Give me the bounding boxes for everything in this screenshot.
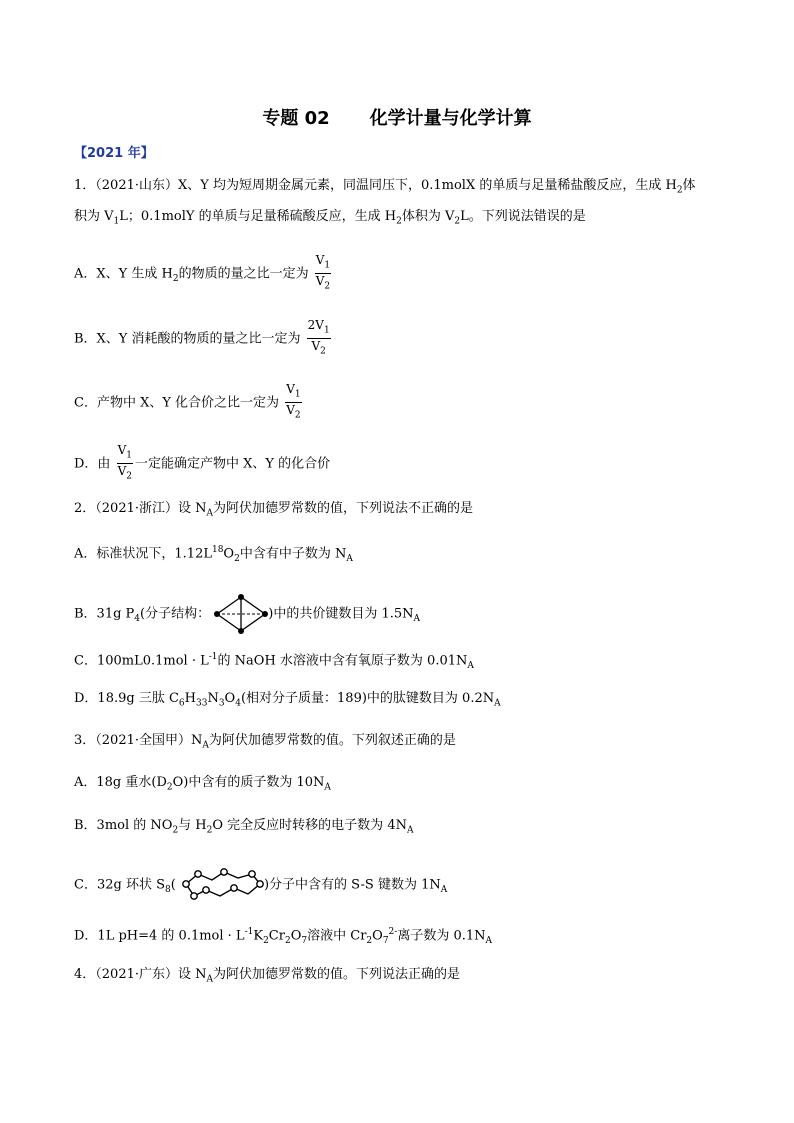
- title-topic-name: 化学计量与化学计算: [369, 108, 532, 129]
- q1-stem-line2: 积为 $V_1L$；0.1molY 的单质与足量稀硫酸反应，生成 $H_2$体积为 $V_2L$。下列说法错误的是: [74, 209, 586, 227]
- q3-option-c: C．32g 环状 $S_8$( )分子中含有的 S-S 键数为 $1N_A$: [74, 868, 447, 902]
- q3-stem: 3．（2021·全国甲）$N_A$为阿伏加德罗常数的值。下列叙述正确的是: [74, 733, 456, 751]
- q3-option-a: A．18g 重水$(D_2O)$中含有的质子数为 $10N_A$: [74, 775, 331, 793]
- fraction: $\frac{V_1}{V_2}$: [286, 382, 301, 421]
- title-topic-number: 专题 02: [262, 108, 330, 129]
- q1-option-c: C．产物中 X、Y 化合价之比一定为 $\frac{V_1}{V_2}$: [74, 382, 304, 424]
- q1-option-a: A．X、Y 生成 $H_2$的物质的量之比一定为 $\frac{V_1}{V_2}$: [74, 253, 333, 295]
- fraction: $\frac{V_1}{V_2}$: [315, 253, 331, 292]
- q1-stem-line1: 1．（2021·山东）X、Y 均为短周期金属元素，同温同压下，0.1molX 的单质与足量稀盐酸反应，生成 $H_2$体: [74, 178, 696, 196]
- page-title: [0, 104, 794, 130]
- q2-option-d: D．18.9g 三肽 $C_6H_{33}N_3O_4$(相对分子质量：189)中的肽键数目为 $0.2N_A$: [74, 691, 501, 709]
- q2-option-c: C．$100mL0.1mol \cdot L^{-1}$的 NaOH 水溶液中含有氧原子数为 $0.01N_A$: [74, 652, 474, 671]
- q1-option-b: B．X、Y 消耗酸的物质的量之比一定为 $\frac{2V_1}{V_2}$: [74, 318, 333, 360]
- year-tag: 【2021 年】: [74, 146, 154, 161]
- q2-option-a: A．标准状况下，$1.12L^{18}O_2$中含有中子数为 $N_A$: [74, 545, 353, 564]
- s8-ring-icon: [180, 868, 264, 902]
- q4-stem: 4．（2021·广东）设 $N_A$为阿伏加德罗常数的值。下列说法正确的是: [74, 967, 461, 985]
- q2-stem: 2．（2021·浙江）设 $N_A$为阿伏加德罗常数的值，下列说法不正确的是: [74, 501, 474, 519]
- q3-option-d: D．1L pH=4 的 $0.1mol \cdot L^{-1}K_2Cr_2O_7$溶液中 $Cr_2O_7^{2-}$离子数为 $0.1N_A$: [74, 927, 493, 946]
- fraction: $\frac{2V_1}{V_2}$: [307, 318, 330, 357]
- q1-option-d: D．由 $\frac{V_1}{V_2}$ 一定能确定产物中 X、Y 的化合价: [74, 443, 330, 485]
- p4-tetrahedron-icon: [214, 594, 268, 634]
- q3-option-b: B．3mol 的 $NO_2$与 $H_2O$ 完全反应时转移的电子数为 $4N_A$: [74, 818, 414, 836]
- fraction: $\frac{V_1}{V_2}$: [117, 443, 132, 482]
- q2-option-b: B．31g $P_4$(分子结构： )中的共价键数目为 $1.5N_A$: [74, 594, 420, 634]
